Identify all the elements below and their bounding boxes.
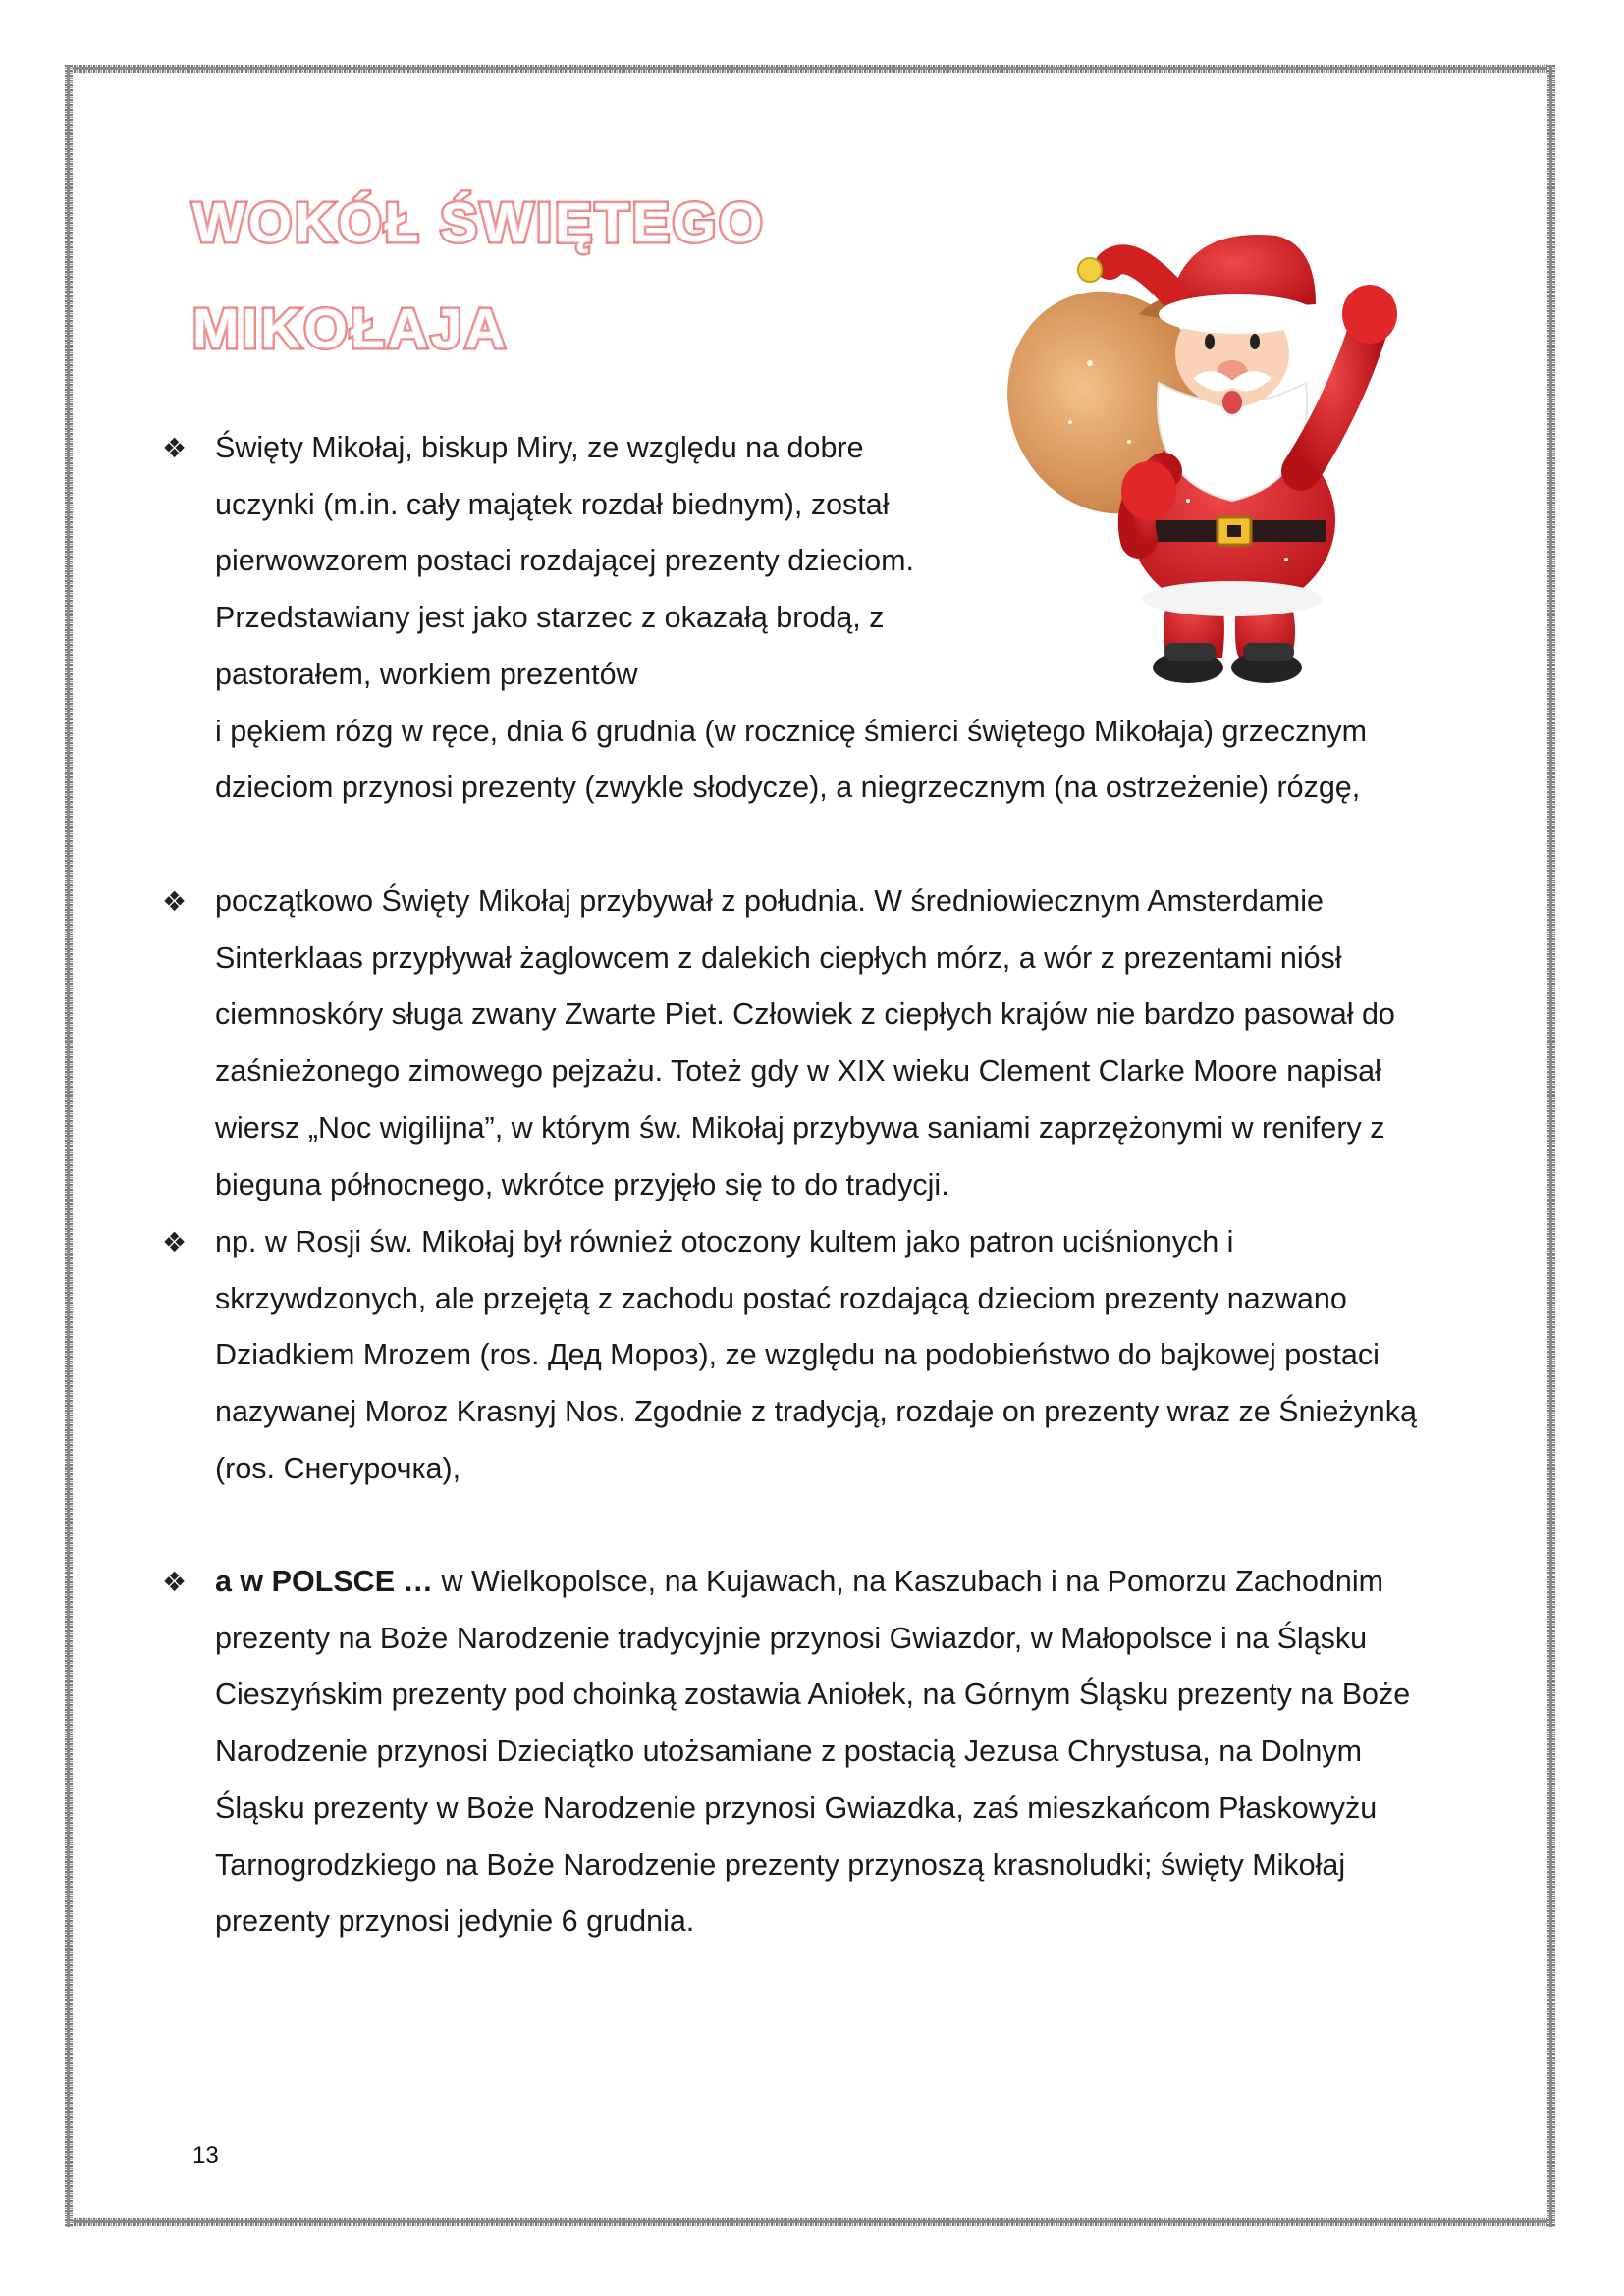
page-number: 13 — [192, 2142, 219, 2168]
list-item-text-continued: i pękiem rózg w ręce, dnia 6 grudnia (w rocznicę śmierci świętego Mikołaja) grzecznym dzieciom przynosi prezenty (zwykle słodycze), a niegrzecznym (na ostrzeżenie) rózgę, — [215, 714, 1367, 805]
diamond-bullet-icon: ❖ — [162, 1566, 188, 1598]
list-item-text — [215, 1554, 1433, 1950]
page-border-left — [65, 65, 73, 2227]
diamond-bullet-icon: ❖ — [162, 885, 188, 918]
page-title-line-2: MIKOŁAJA — [192, 297, 509, 360]
list-item-text: np. w Rosji św. Mikołaj był również otoczony kultem jako patron uciśnionych i skrzywdzonych, ale przejętą z zachodu postać rozdającą dzieciom prezenty nazwano Dziadkiem Mrozem (ros. Дед Мороз), ze względu na podobieństwo do bajkowej postaci nazywanej Moroz Krasnyj Nos. Zgodnie z tradycją, rozdaje on prezenty wraz ze Śnieżynką (ros. Снегурочка), — [215, 1225, 1417, 1485]
list-item-body: w Wielkopolsce, na Kujawach, na Kaszubach i na Pomorzu Zachodnim prezenty na Boże Narodzenie tradycyjnie przynosi Gwiazdor, w Małopolsce i na Śląsku Cieszyńskim prezenty pod choinką zostawia Aniołek, na Górnym Śląsku prezenty na Boże Narodzenie przynosi Dzieciątko utożsamiane z postacią Jezusa Chrystusa, na Dolnym Śląsku prezenty w Boże Narodzenie przynosi Gwiazdka, zaś mieszkańcom Płaskowyżu Tarnogrodzkiego na Boże Narodzenie prezenty przynoszą krasnoludki; święty Mikołaj prezenty przynosi jedynie 6 grudnia. — [215, 1565, 1411, 1939]
list-item-bold-lead: a w POLSCE … — [215, 1565, 434, 1598]
santa-claus-illustration — [992, 206, 1443, 707]
page-border-right — [1547, 65, 1555, 2227]
page-border-top — [69, 65, 1549, 73]
list-item-text: początkowo Święty Mikołaj przybywał z południa. W średniowiecznym Amsterdamie Sinterklaas przypływał żaglowcem z dalekich ciepłych mórz, a wór z prezentami niósł ciemnoskóry sługa zwany Zwarte Piet. Człowiek z ciepłych krajów nie bardzo pasował do zaśnieżonego zimowego pejzażu. Toteż gdy w XIX wieku Clement Clarke Moore napisał wiersz „Noc wigilijna”, w którym św. Mikołaj przybywa saniami zaprzężonymi w renifery z bieguna północnego, wkrótce przyjęło się to do tradycji. — [215, 884, 1395, 1201]
diamond-bullet-icon: ❖ — [162, 432, 188, 464]
list-item-text: Święty Mikołaj, biskup Miry, ze względu na dobre uczynki (m.in. cały majątek rozdał biednym), został pierwowzorem postaci rozdającej prezenty dzieciom. Przedstawiany jest jako starzec z okazałą brodą, z pastorałem, workiem prezentów — [215, 431, 914, 691]
page-title-line-1: WOKÓŁ ŚWIĘTEGO — [192, 191, 766, 254]
diamond-bullet-icon: ❖ — [162, 1226, 188, 1258]
page-border-bottom — [69, 2218, 1549, 2226]
